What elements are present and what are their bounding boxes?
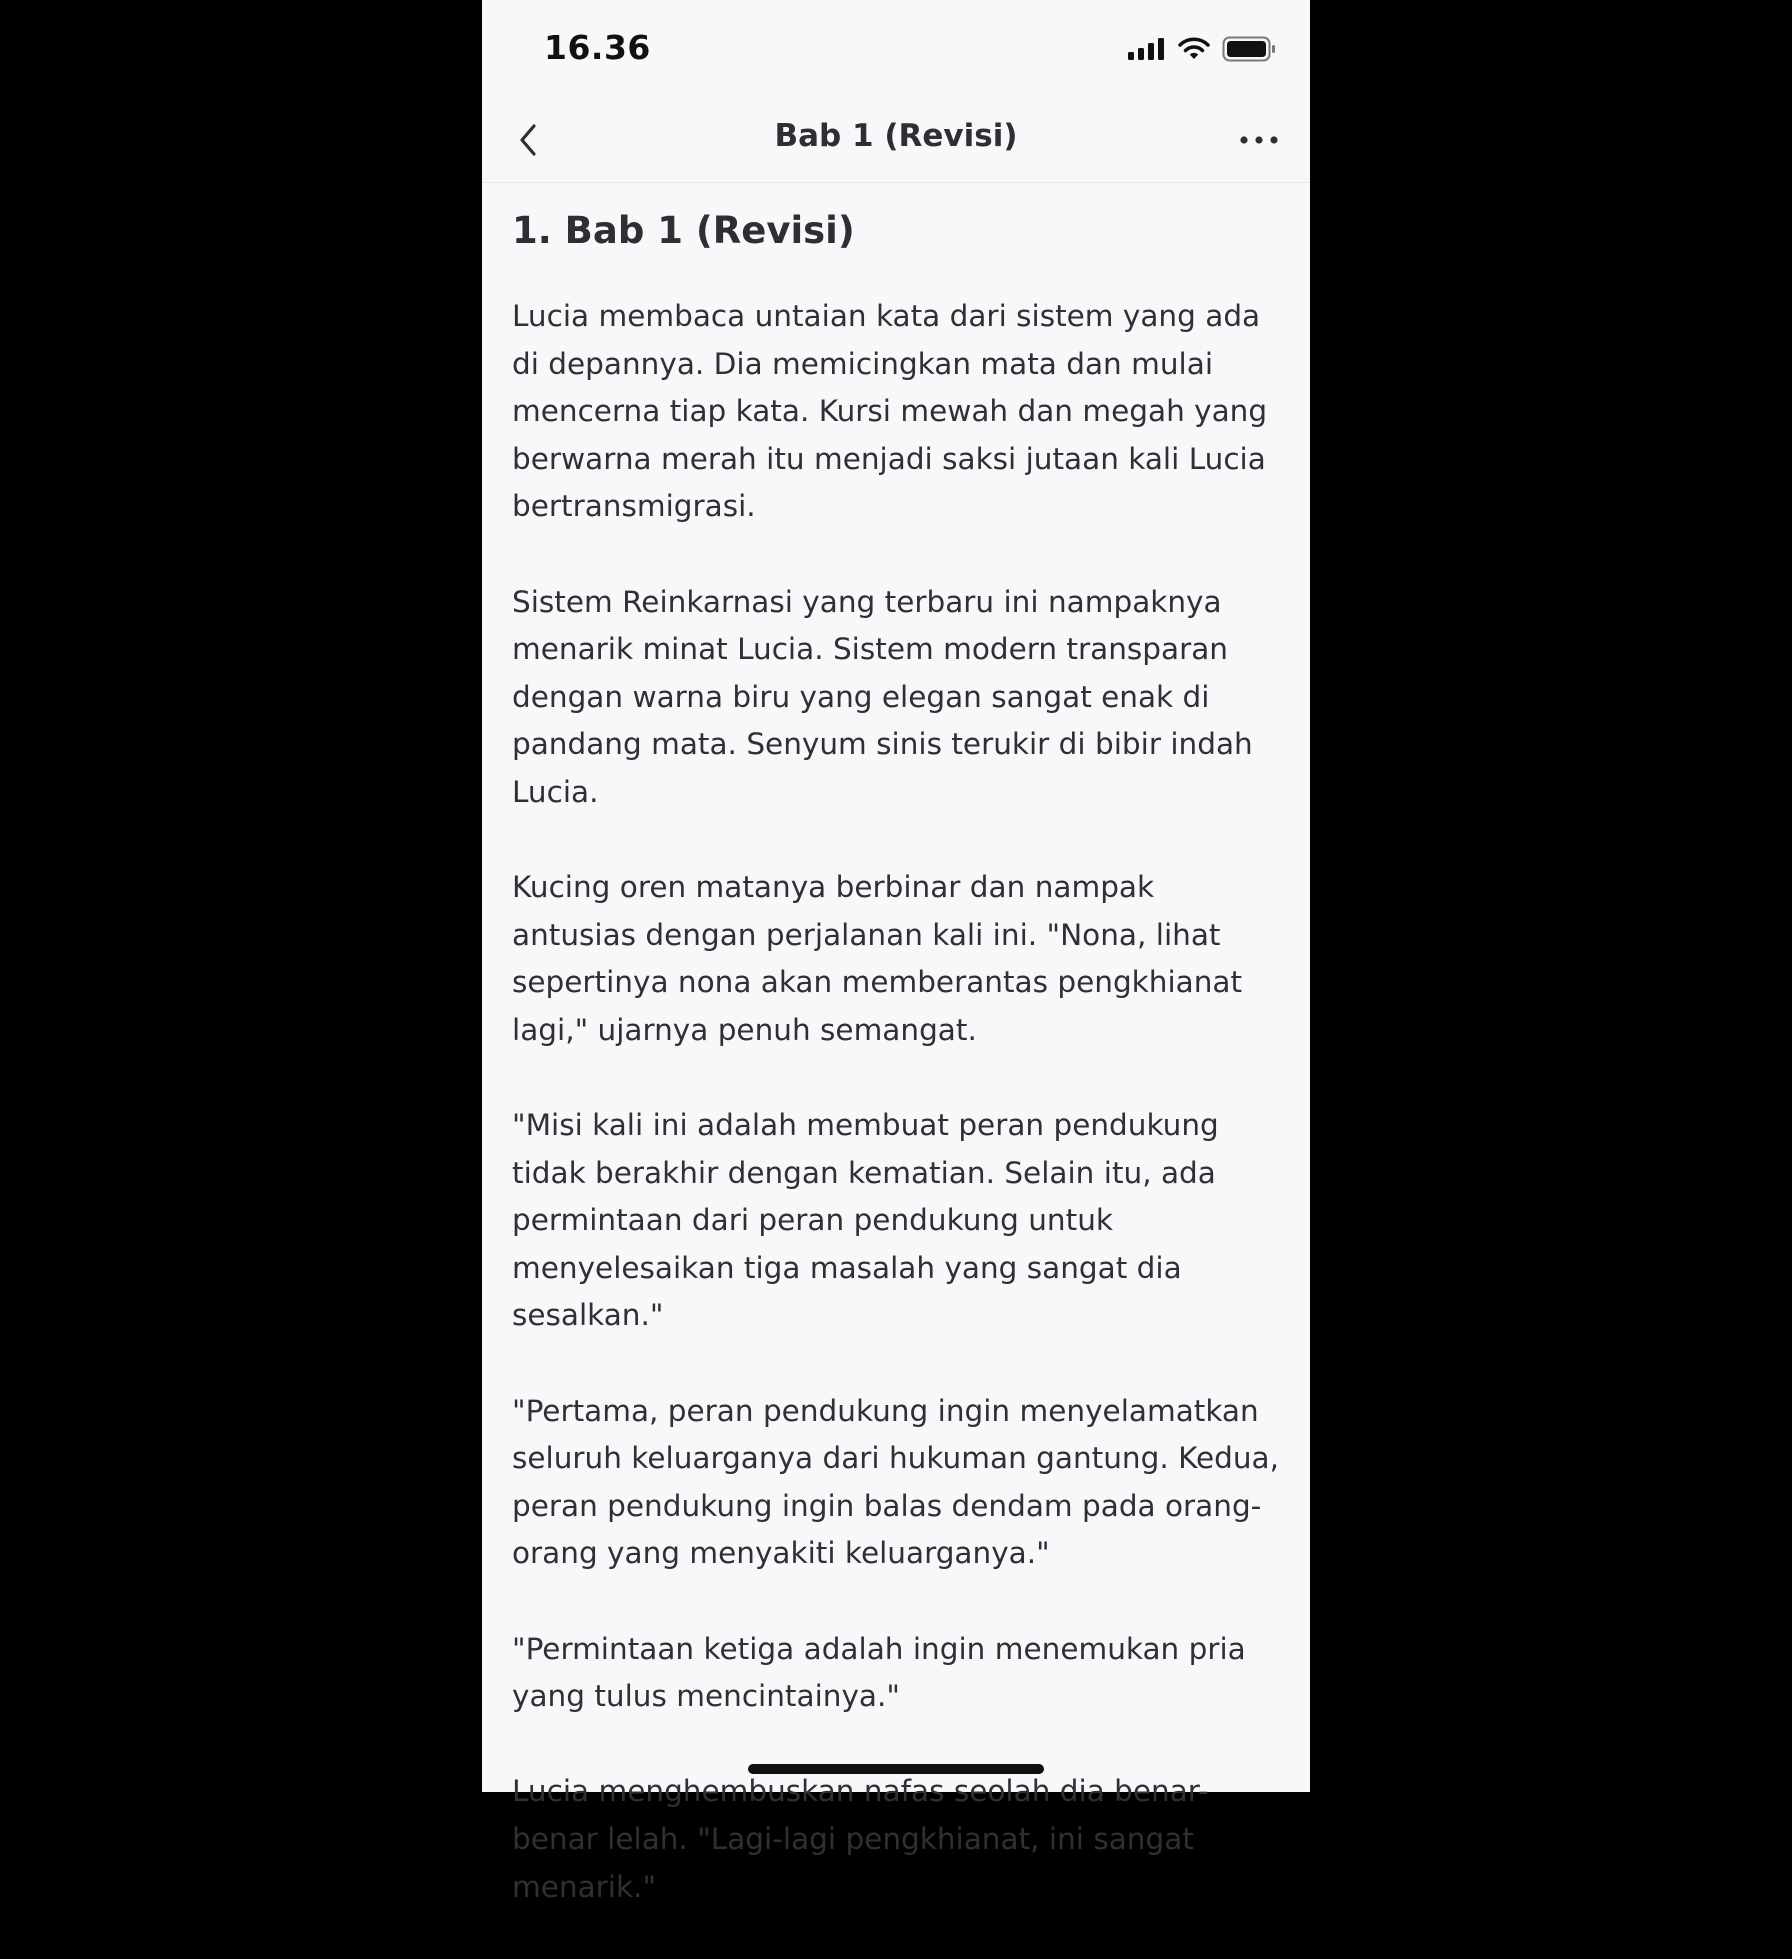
paragraph: "Misi kali ini adalah membuat peran pendukung tidak berakhir dengan kematian. Selain itu, ada permintaan dari peran pendukung untuk menyelesaikan tiga masalah yang sangat dia sesalkan." xyxy=(512,1108,1219,1333)
battery-icon xyxy=(1222,36,1276,62)
chapter-content xyxy=(512,205,1280,1959)
status-time: 16.36 xyxy=(544,28,651,67)
paragraph: Sistem Reinkarnasi yang terbaru ini nampaknya menarik minat Lucia. Sistem modern transparan dengan warna biru yang elegan sangat enak di pandang mata. Senyum sinis terukir di bibir indah Lucia. xyxy=(512,584,1253,809)
more-options-button[interactable] xyxy=(1234,120,1284,160)
chapter-title: 1. Bab 1 (Revisi) xyxy=(512,209,855,252)
wifi-icon xyxy=(1178,37,1210,61)
paragraph: "Pertama, peran pendukung ingin menyelamatkan seluruh keluarganya dari hukuman gantung. Kedua, peran pendukung ingin balas dendam pada orang-orang yang menyakiti keluarganya." xyxy=(512,1393,1279,1571)
status-bar xyxy=(482,0,1310,100)
paragraph: Kucing oren matanya berbinar dan nampak antusias dengan perjalanan kali ini. "Nona, lihat sepertinya nona akan memberantas pengkhianat lagi," ujarnya penuh semangat. xyxy=(512,870,1243,1047)
phone-screen xyxy=(482,0,1310,1904)
more-horizontal-icon xyxy=(1239,135,1279,145)
paragraph: Lucia membaca untaian kata dari sistem yang ada di depannya. Dia memicingkan mata dan mulai mencerna tiap kata. Kursi mewah dan megah yang berwarna merah itu menjadi saksi jutaan kali Lucia bertransmigrasi. xyxy=(512,299,1268,524)
paragraph: Lucia menghembuskan nafas seolah dia benar-benar lelah. "Lagi-lagi pengkhianat, ini sangat menarik." xyxy=(512,1774,1209,1904)
home-indicator[interactable] xyxy=(748,1764,1044,1774)
nav-title: Bab 1 (Revisi) xyxy=(774,118,1018,154)
status-icons xyxy=(1128,34,1276,64)
chevron-left-icon xyxy=(518,123,538,157)
nav-bar xyxy=(482,100,1310,183)
paragraph: "Permintaan ketiga adalah ingin menemukan pria yang tulus mencintainya." xyxy=(512,1631,1246,1714)
cellular-signal-icon xyxy=(1128,37,1166,61)
back-button[interactable] xyxy=(508,120,548,160)
